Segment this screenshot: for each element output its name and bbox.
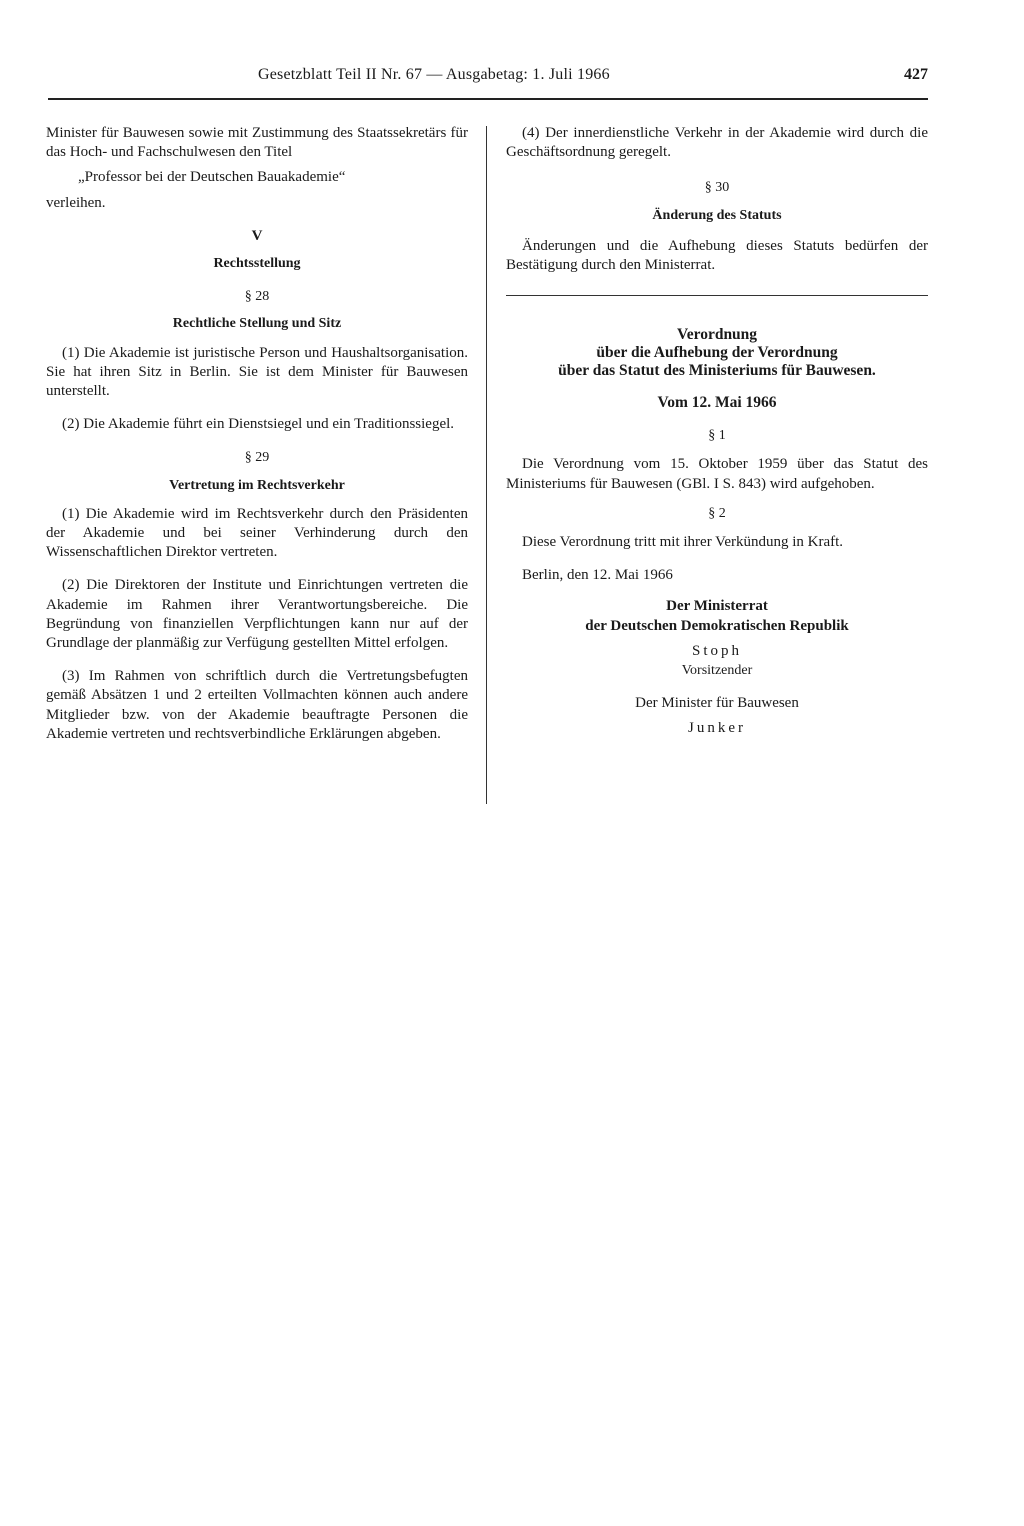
page-header [48, 62, 928, 92]
council-line-2: der Deutschen Demokratischen Republik [585, 617, 849, 634]
section-29-para-3: (3) Im Rahmen von schriftlich durch die Vertretungsbefugten gemäß Absätzen 1 und 2 erteilten Vollmachten können auch andere Mitglieder bzw. von der Akademie beauftragte Personen die Akademie vertreten und rechtsverbindliche Erklärungen abgeben. [46, 668, 468, 742]
signer-stoph-role: Vorsitzender [681, 663, 753, 679]
section-28-number: § 28 [244, 289, 270, 305]
page-number: 427 [904, 66, 928, 83]
verleihen-text: verleihen. [46, 194, 106, 211]
section-28-para-2: (2) Die Akademie führt ein Dienstsiegel und ein Traditionssiegel. [62, 416, 455, 433]
section-29-title: Vertretung im Rechtsverkehr [169, 477, 345, 493]
section-29-para-2: (2) Die Direktoren der Institute und Einrichtungen vertreten die Akademie im Rahmen ihrer Verantwortungsbereiche. Die Begründung von finanziellen Verpflichtungen kann nur auf der Grundlage der planmäßig zur Verfügung gestellten Mittel erfolgen. [46, 577, 468, 652]
part-v-title: Rechtsstellung [213, 256, 301, 272]
title-quote: „Professor bei der Deutschen Bauakademie“ [78, 169, 346, 186]
ordinance-section-1-number: § 1 [708, 428, 726, 444]
section-28-para-1: (1) Die Akademie ist juristische Person und Haushaltsorganisation. Sie hat ihren Sitz in Berlin. Sie ist dem Minister für Bauwesen unterstellt. [46, 344, 468, 400]
signer-stoph: Stoph [691, 642, 742, 659]
signer-junker: Junker [688, 720, 746, 737]
section-30-title: Änderung des Statuts [652, 207, 782, 223]
section-29-number: § 29 [244, 450, 270, 466]
ordinance-section-2-text: Diese Verordnung tritt mit ihrer Verkündung in Kraft. [522, 534, 844, 551]
left-column [46, 124, 468, 744]
section-28-title: Rechtliche Stellung und Sitz [172, 316, 342, 332]
section-29-para-1: (1) Die Akademie wird im Rechtsverkehr durch den Präsidenten der Akademie und bei seiner Verhinderung durch den Wissenschaftlichen Direktor vertreten. [46, 505, 468, 561]
ordinance-title-line-2: über die Aufhebung der Verordnung [596, 344, 838, 362]
section-rule [506, 295, 928, 296]
section-29-para-4: (4) Der innerdienstliche Verkehr in der Akademie wird durch die Geschäftsordnung geregelt. [506, 125, 928, 161]
ordinance-section-2-number: § 2 [708, 505, 726, 521]
ordinance-title-line-3: über das Statut des Ministeriums für Bauwesen. [558, 362, 876, 380]
section-30-number: § 30 [704, 180, 730, 196]
section-30-para-1: Änderungen und die Aufhebung dieses Statuts bedürfen der Bestätigung durch den Ministerrat. [506, 237, 928, 274]
ordinance-date: Vom 12. Mai 1966 [657, 394, 777, 412]
part-v-numeral: V [251, 227, 263, 244]
right-column [506, 124, 928, 739]
header-rule [48, 98, 928, 100]
ordinance-section-1-text: Die Verordnung vom 15. Oktober 1959 über das Statut des Ministeriums für Bauwesen (GBl. I S. 843) wird aufgehoben. [506, 456, 928, 492]
column-divider [486, 126, 487, 804]
minister-line: Der Minister für Bauwesen [635, 695, 799, 712]
intro-paragraph: Minister für Bauwesen sowie mit Zustimmung des Staatssekretärs für das Hoch- und Fachschulwesen den Titel [46, 125, 468, 161]
gazette-title: Gesetzblatt Teil II Nr. 67 — Ausgabetag: 1. Juli 1966 [258, 66, 610, 83]
ordinance-title-line-1: Verordnung [676, 326, 758, 344]
place-and-date: Berlin, den 12. Mai 1966 [522, 567, 673, 584]
council-line-1: Der Ministerrat [666, 598, 768, 615]
